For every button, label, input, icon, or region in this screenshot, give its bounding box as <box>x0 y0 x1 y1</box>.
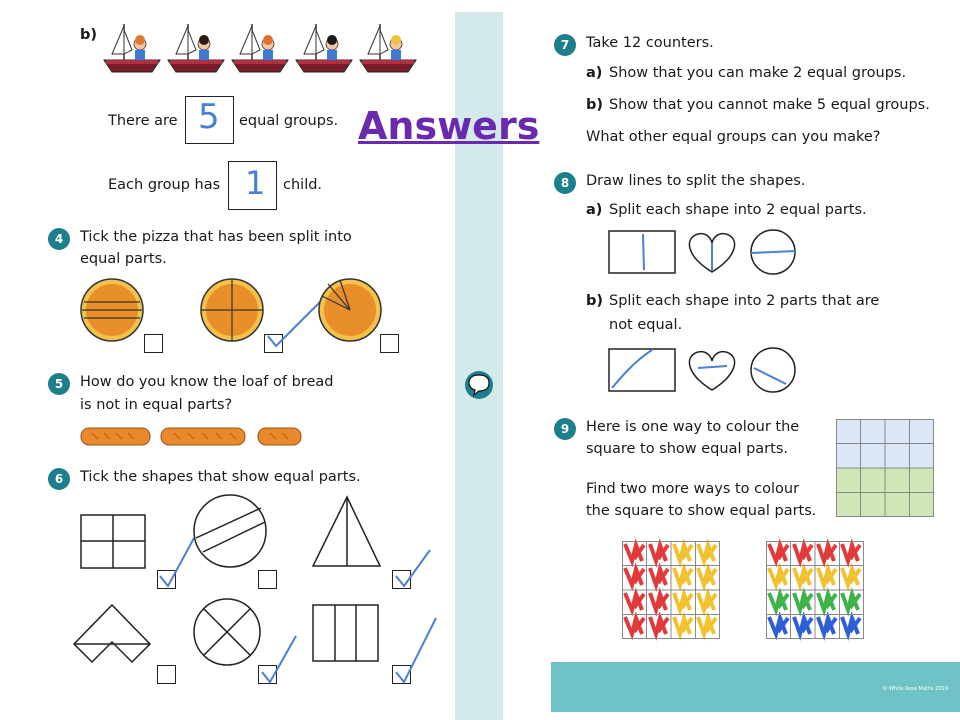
shape-arrowhead <box>72 604 152 664</box>
each-suffix: child. <box>283 177 323 193</box>
q8-a-label: a) <box>586 202 603 218</box>
footer-bar <box>551 662 960 712</box>
q7-a-text: Show that you can make 2 equal groups. <box>609 65 907 81</box>
q8-b-label: b) <box>586 293 604 309</box>
q9-number: 9 <box>554 418 576 440</box>
answer-grid-1 <box>622 541 722 641</box>
q4-line1: Tick the pizza that has been split into <box>80 229 352 245</box>
q5-line2: is not in equal parts? <box>80 397 233 413</box>
shape-3-tick <box>394 548 434 590</box>
q4-number: 4 <box>48 228 70 250</box>
bread-loaf <box>80 426 310 448</box>
footer-copyright: © White Rose Maths 2019 <box>882 686 948 692</box>
q8-number: 8 <box>554 172 576 194</box>
q6-number: 6 <box>48 468 70 490</box>
shape-4-tickbox[interactable] <box>157 665 176 684</box>
q9-line2: square to show equal parts. <box>586 441 788 457</box>
q7-text: Take 12 counters. <box>586 35 714 51</box>
answers-title: Answers <box>358 104 540 148</box>
shape-1-tick <box>158 532 198 590</box>
q8a-shapes <box>608 228 802 276</box>
q7-a-label: a) <box>586 65 603 81</box>
q8b-shapes <box>608 346 802 394</box>
q9-line4: the square to show equal parts. <box>586 503 817 519</box>
pizza-3 <box>318 278 388 342</box>
q7-b-text: Show that you cannot make 5 equal groups. <box>609 97 930 113</box>
pizza-3-tickbox[interactable] <box>380 334 399 353</box>
q6-text: Tick the shapes that show equal parts. <box>80 469 361 485</box>
shape-rectangle-quarters <box>80 514 146 569</box>
q7-number: 7 <box>554 34 576 56</box>
boat-illustration <box>102 20 432 80</box>
q3b-label: b) <box>80 27 98 43</box>
pizza-1-tickbox[interactable] <box>144 334 163 353</box>
q7-extra: What other equal groups can you make? <box>586 129 881 145</box>
groups-answer-box[interactable] <box>185 96 234 144</box>
groups-answer: 5 <box>198 97 220 137</box>
shape-circle-quarters <box>193 598 263 668</box>
q8-b-line2: not equal. <box>609 317 683 333</box>
each-answer-box[interactable] <box>228 161 277 210</box>
answer-grid-2 <box>766 541 866 641</box>
shape-circle-chord <box>193 494 269 570</box>
q9-line1: Here is one way to colour the <box>586 419 800 435</box>
speech-bubble-icon[interactable] <box>463 369 495 401</box>
q5-line1: How do you know the loaf of bread <box>80 374 334 390</box>
shape-triangle-halved <box>312 496 382 568</box>
q8-b-line1: Split each shape into 2 parts that are <box>609 293 880 309</box>
boats-row <box>102 20 432 84</box>
q8-text: Draw lines to split the shapes. <box>586 173 806 189</box>
q9-line3: Find two more ways to colour <box>586 481 800 497</box>
pizza-2 <box>200 278 270 342</box>
shape-6-tick <box>394 616 440 686</box>
example-grid <box>836 419 936 519</box>
shape-2-tickbox[interactable] <box>258 570 277 589</box>
q4-line2: equal parts. <box>80 251 167 267</box>
q7-b-label: b) <box>586 97 604 113</box>
each-answer: 1 <box>245 164 266 202</box>
groups-prefix: There are <box>108 113 178 129</box>
q8-a-text: Split each shape into 2 equal parts. <box>609 202 867 218</box>
q5-number: 5 <box>48 373 70 395</box>
shape-5-tick <box>260 632 300 686</box>
each-prefix: Each group has <box>108 177 221 193</box>
pizza-1 <box>80 278 150 342</box>
groups-suffix: equal groups. <box>239 113 339 129</box>
shape-rectangle-thirds <box>312 604 380 662</box>
